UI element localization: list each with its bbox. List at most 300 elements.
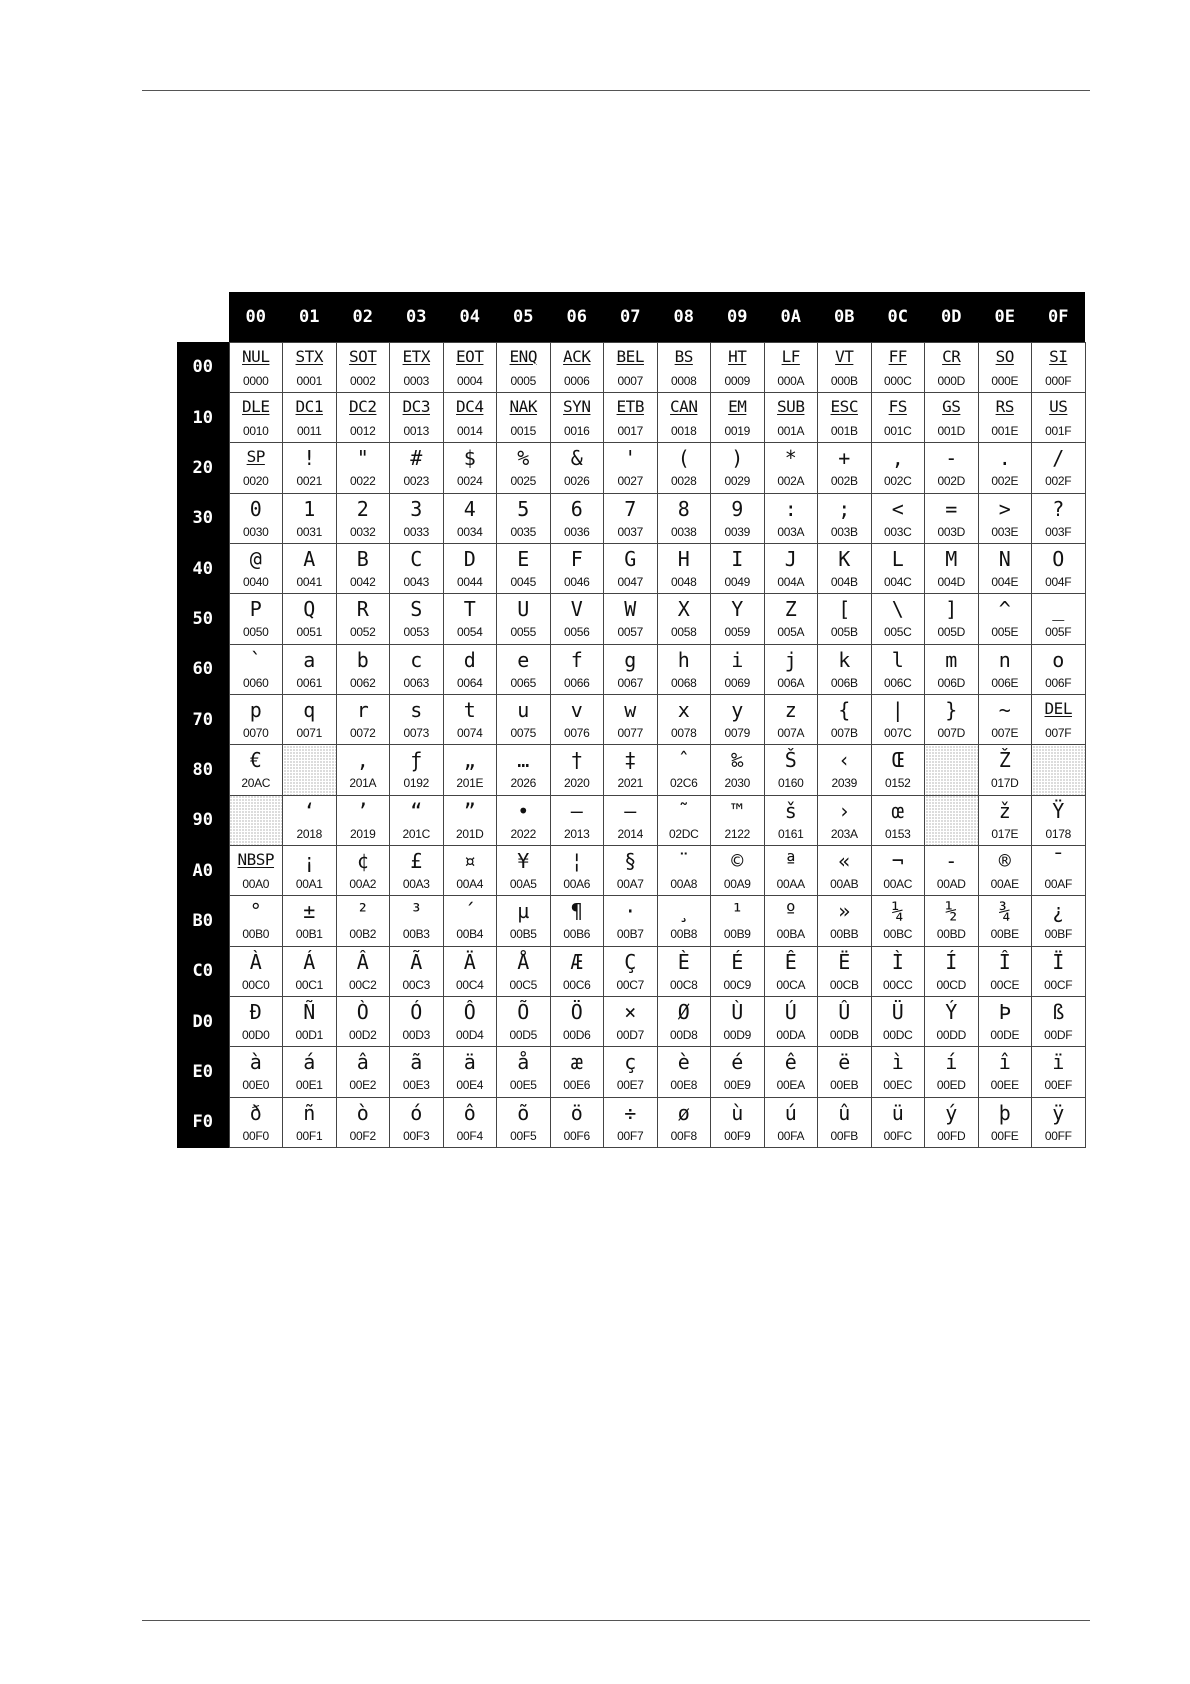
character-cell (925, 1097, 979, 1147)
character-cell (978, 1097, 1032, 1147)
unicode-code: 0005 (510, 373, 536, 388)
unicode-code: 00C5 (509, 977, 537, 992)
character-cell (818, 493, 872, 543)
character-glyph: ² (356, 899, 369, 924)
unicode-code: 0060 (243, 675, 269, 690)
character-cell (497, 1097, 551, 1147)
unicode-code: 0020 (243, 474, 269, 489)
character-cell (390, 644, 444, 694)
character-cell (978, 745, 1032, 795)
character-cell (336, 845, 390, 895)
character-cell (1032, 644, 1086, 694)
unicode-code: 0065 (510, 675, 536, 690)
character-glyph: Z (784, 597, 797, 622)
unicode-code: 2020 (564, 776, 590, 791)
character-glyph: L (891, 546, 904, 571)
character-cell (390, 1047, 444, 1097)
unicode-code: 201A (349, 776, 377, 791)
character-glyph: € (249, 748, 262, 773)
character-cell (1032, 896, 1086, 946)
unicode-code: 00DD (936, 1027, 966, 1042)
character-cell (925, 392, 979, 442)
character-cell (925, 443, 979, 493)
character-cell (711, 795, 765, 845)
character-glyph: O (1052, 546, 1065, 571)
control-code-name: NUL (242, 346, 270, 366)
character-cell (871, 1047, 925, 1097)
character-glyph: U (517, 597, 530, 622)
character-cell (283, 996, 337, 1046)
character-cell (1032, 845, 1086, 895)
character-cell (497, 896, 551, 946)
unicode-code: 0012 (350, 423, 376, 438)
unicode-code: 00E3 (402, 1078, 430, 1093)
character-glyph: t (463, 697, 476, 722)
character-glyph: g (624, 647, 637, 672)
character-cell (764, 694, 818, 744)
character-cell (336, 795, 390, 845)
unicode-code: 00C0 (242, 977, 270, 992)
unicode-code: 2013 (564, 826, 590, 841)
unicode-code: 00C1 (295, 977, 323, 992)
unicode-code: 00E5 (509, 1078, 537, 1093)
unicode-code: 0051 (296, 625, 322, 640)
character-cell (283, 694, 337, 744)
character-cell (604, 694, 658, 744)
character-glyph: 3 (410, 496, 423, 521)
unicode-code: 0016 (564, 423, 590, 438)
character-glyph: ¤ (463, 848, 476, 873)
character-cell (497, 392, 551, 442)
character-glyph: ¦ (570, 848, 583, 873)
character-glyph: ’ (356, 798, 369, 823)
control-code-name: LF (781, 346, 800, 366)
control-code-name: ESC (830, 396, 858, 416)
control-code-name: SOT (349, 346, 377, 366)
unicode-code: 0076 (564, 725, 590, 740)
character-glyph: à (249, 1050, 262, 1075)
table-row (177, 896, 1085, 946)
unicode-code: 00C4 (456, 977, 484, 992)
unicode-code: 017D (991, 776, 1019, 791)
character-cell (1032, 1097, 1086, 1147)
character-cell (604, 795, 658, 845)
unicode-code: 00D5 (509, 1027, 537, 1042)
table-row (177, 594, 1085, 644)
character-glyph: ½ (945, 899, 958, 924)
character-cell (1032, 543, 1086, 593)
character-glyph: } (945, 697, 958, 722)
character-glyph: K (838, 546, 851, 571)
character-cell (1032, 443, 1086, 493)
character-glyph: P (249, 597, 262, 622)
character-glyph: ˜ (677, 798, 690, 823)
character-cell (1032, 694, 1086, 744)
unicode-code: 00E8 (670, 1078, 698, 1093)
character-cell (978, 644, 1032, 694)
unicode-code: 00EF (1044, 1078, 1072, 1093)
row-header: D0 (177, 996, 229, 1046)
unicode-code: 00A7 (616, 876, 644, 891)
character-cell (229, 845, 283, 895)
character-glyph: ‘ (303, 798, 316, 823)
character-glyph: ÿ (1052, 1100, 1065, 1125)
character-cell (497, 493, 551, 543)
character-cell (443, 342, 497, 392)
control-code-name: DC3 (402, 396, 430, 416)
character-cell (818, 745, 872, 795)
control-code-name: HT (728, 346, 747, 366)
character-cell (711, 594, 765, 644)
row-header: 90 (177, 795, 229, 845)
unicode-code: 0009 (724, 373, 750, 388)
character-cell (336, 996, 390, 1046)
table-row (177, 845, 1085, 895)
unicode-code: 00F1 (296, 1128, 323, 1143)
unicode-code: 0035 (510, 524, 536, 539)
character-cell (978, 443, 1032, 493)
table-row (177, 493, 1085, 543)
character-cell (818, 694, 872, 744)
character-cell (764, 543, 818, 593)
unicode-code: 0006 (564, 373, 590, 388)
unicode-code: 00CA (776, 977, 806, 992)
unicode-code: 0045 (510, 574, 536, 589)
character-glyph: ¹ (731, 899, 744, 924)
table-row (177, 644, 1085, 694)
character-glyph: 7 (624, 496, 637, 521)
character-cell (925, 946, 979, 996)
character-cell (871, 694, 925, 744)
unicode-code: 004D (937, 574, 965, 589)
character-glyph: ƒ (410, 748, 423, 773)
character-glyph: í (945, 1050, 958, 1075)
character-glyph: ¯ (1052, 848, 1065, 873)
character-glyph: ß (1052, 999, 1065, 1024)
row-header: F0 (177, 1097, 229, 1147)
character-cell (925, 342, 979, 392)
control-code-name: FS (888, 396, 907, 416)
character-glyph: Ï (1052, 949, 1065, 974)
character-code-table (177, 292, 1086, 1148)
unicode-code: 00FF (1044, 1128, 1072, 1143)
unicode-code: 00E7 (616, 1078, 644, 1093)
unicode-code: 005C (884, 625, 912, 640)
character-glyph: 2 (356, 496, 369, 521)
unicode-code: 00E1 (295, 1078, 323, 1093)
unicode-code: 00B5 (509, 927, 537, 942)
character-cell (871, 342, 925, 392)
character-cell (336, 694, 390, 744)
unicode-code: 0061 (296, 675, 322, 690)
unicode-code: 006F (1045, 675, 1072, 690)
character-cell (604, 845, 658, 895)
character-cell (925, 594, 979, 644)
character-cell (978, 896, 1032, 946)
control-code-name: FF (888, 346, 907, 366)
unicode-code: 0067 (617, 675, 643, 690)
unicode-code: 0008 (671, 373, 697, 388)
character-cell (818, 795, 872, 845)
unicode-code: 2039 (831, 776, 857, 791)
character-cell (443, 594, 497, 644)
character-cell (550, 946, 604, 996)
unicode-code: 00D9 (723, 1027, 751, 1042)
character-cell (390, 342, 444, 392)
unicode-code: 0161 (778, 826, 804, 841)
unicode-code: 004F (1045, 574, 1072, 589)
character-cell (443, 896, 497, 946)
character-cell (657, 543, 711, 593)
character-glyph: ð (249, 1100, 262, 1125)
character-glyph: Õ (517, 999, 530, 1024)
character-glyph: = (945, 496, 958, 521)
character-glyph: ` (249, 647, 262, 672)
character-glyph: 5 (517, 496, 530, 521)
unicode-code: 000D (937, 373, 965, 388)
column-header: 0D (925, 292, 979, 342)
unicode-code: 0069 (724, 675, 750, 690)
character-glyph: Ó (410, 999, 423, 1024)
row-header: B0 (177, 896, 229, 946)
character-cell (657, 946, 711, 996)
character-glyph: p (249, 697, 262, 722)
unicode-code: 00EA (776, 1078, 805, 1093)
character-cell (764, 493, 818, 543)
character-cell (871, 896, 925, 946)
character-glyph: ® (998, 848, 1011, 873)
unicode-code: 00ED (936, 1078, 966, 1093)
character-glyph: Þ (998, 999, 1011, 1024)
character-cell (336, 946, 390, 996)
character-glyph: @ (249, 546, 262, 571)
unicode-code: 007E (991, 725, 1019, 740)
character-cell (283, 493, 337, 543)
character-glyph: ý (945, 1100, 958, 1125)
character-glyph: # (410, 446, 423, 471)
unicode-code: 00A1 (295, 876, 323, 891)
unicode-code: 00FC (883, 1128, 912, 1143)
unicode-code: 0023 (403, 474, 429, 489)
character-glyph: ¶ (570, 899, 583, 924)
character-cell (657, 594, 711, 644)
character-cell (925, 896, 979, 946)
character-cell (336, 493, 390, 543)
unicode-code: 00AA (776, 876, 805, 891)
character-glyph: ) (731, 446, 744, 471)
unicode-code: 0048 (671, 574, 697, 589)
character-cell (978, 946, 1032, 996)
character-cell (711, 543, 765, 593)
unicode-code: 0026 (564, 474, 590, 489)
character-cell (497, 543, 551, 593)
unicode-code: 000E (991, 373, 1019, 388)
character-cell (443, 543, 497, 593)
unicode-code: 005A (777, 625, 805, 640)
character-cell (443, 946, 497, 996)
unicode-code: 0054 (457, 625, 483, 640)
unicode-code: 0075 (510, 725, 536, 740)
unicode-code: 201E (456, 776, 484, 791)
character-cell (497, 745, 551, 795)
unicode-code: 002E (991, 474, 1019, 489)
character-cell (978, 795, 1032, 845)
character-glyph: â (356, 1050, 369, 1075)
character-cell (443, 795, 497, 845)
unicode-code: 00A3 (402, 876, 430, 891)
character-cell (550, 795, 604, 845)
character-cell (657, 694, 711, 744)
character-glyph: 6 (570, 496, 583, 521)
unicode-code: 0050 (243, 625, 269, 640)
character-cell (229, 694, 283, 744)
control-code-name: DEL (1044, 698, 1072, 718)
character-cell (550, 594, 604, 644)
character-glyph: b (356, 647, 369, 672)
table-row (177, 392, 1085, 442)
character-cell (818, 543, 872, 593)
unicode-code: 00D7 (616, 1027, 644, 1042)
unicode-code: 0000 (243, 373, 269, 388)
character-glyph: q (303, 697, 316, 722)
character-glyph: Å (517, 949, 530, 974)
unicode-code: 00DC (883, 1027, 913, 1042)
unicode-code: 0004 (457, 373, 483, 388)
character-cell (550, 1097, 604, 1147)
character-glyph: ó (410, 1100, 423, 1125)
character-glyph: $ (463, 446, 476, 471)
unicode-code: 00F4 (456, 1128, 483, 1143)
character-cell (657, 342, 711, 392)
unicode-code: 0064 (457, 675, 483, 690)
character-glyph: S (410, 597, 423, 622)
row-header: 50 (177, 594, 229, 644)
character-cell (336, 644, 390, 694)
unicode-code: 00C6 (563, 977, 591, 992)
unicode-code: 007F (1045, 725, 1072, 740)
character-cell (497, 1047, 551, 1097)
character-glyph: Š (784, 748, 797, 773)
character-glyph: ž (998, 798, 1011, 823)
unicode-code: 005E (991, 625, 1019, 640)
unicode-code: 00FD (937, 1128, 966, 1143)
unicode-code: 0078 (671, 725, 697, 740)
character-glyph: T (463, 597, 476, 622)
unicode-code: 0022 (350, 474, 376, 489)
character-cell (711, 896, 765, 946)
undefined-code-cell (1032, 745, 1086, 795)
character-glyph: > (998, 496, 1011, 521)
character-cell (818, 946, 872, 996)
character-cell (871, 996, 925, 1046)
character-cell (978, 342, 1032, 392)
character-cell (604, 745, 658, 795)
character-cell (497, 694, 551, 744)
character-glyph: » (838, 899, 851, 924)
unicode-code: 000C (884, 373, 912, 388)
unicode-code: 006C (884, 675, 912, 690)
character-glyph: % (517, 446, 530, 471)
unicode-code: 00C9 (723, 977, 751, 992)
character-glyph: ¬ (891, 848, 904, 873)
character-glyph: ‹ (838, 748, 851, 773)
character-cell (336, 896, 390, 946)
character-cell (925, 694, 979, 744)
control-code-name: STX (295, 346, 323, 366)
character-glyph: y (731, 697, 744, 722)
unicode-code: 00EB (830, 1078, 859, 1093)
unicode-code: 0015 (510, 423, 536, 438)
table-row (177, 443, 1085, 493)
character-glyph: & (570, 446, 583, 471)
table-row (177, 996, 1085, 1046)
unicode-code: 006D (937, 675, 965, 690)
unicode-code: 0014 (457, 423, 483, 438)
character-cell (283, 443, 337, 493)
control-code-name: SUB (777, 396, 805, 416)
unicode-code: 00AB (830, 876, 859, 891)
character-cell (604, 946, 658, 996)
character-cell (764, 594, 818, 644)
character-glyph: ' (624, 446, 637, 471)
unicode-code: 00C8 (670, 977, 698, 992)
character-cell (657, 1047, 711, 1097)
character-cell (550, 845, 604, 895)
unicode-code: 0039 (724, 524, 750, 539)
unicode-code: 00E6 (563, 1078, 591, 1093)
control-code-name: CAN (670, 396, 698, 416)
character-cell (390, 543, 444, 593)
unicode-code: 203A (830, 826, 858, 841)
character-cell (390, 745, 444, 795)
character-cell (871, 493, 925, 543)
character-cell (764, 996, 818, 1046)
character-glyph: ³ (410, 899, 423, 924)
unicode-code: 006E (991, 675, 1019, 690)
unicode-code: 0036 (564, 524, 590, 539)
character-cell (978, 1047, 1032, 1097)
character-cell (283, 594, 337, 644)
character-glyph: û (838, 1100, 851, 1125)
character-cell (283, 1047, 337, 1097)
control-code-name: SO (995, 346, 1014, 366)
character-glyph: ¸ (677, 899, 690, 924)
character-glyph: › (838, 798, 851, 823)
character-cell (871, 845, 925, 895)
unicode-code: 0044 (457, 574, 483, 589)
row-header: 70 (177, 694, 229, 744)
character-glyph: f (570, 647, 583, 672)
character-cell (497, 594, 551, 644)
character-glyph: ° (249, 899, 262, 924)
character-cell (443, 996, 497, 1046)
unicode-code: 0160 (778, 776, 804, 791)
character-glyph: ^ (998, 597, 1011, 622)
character-glyph: þ (998, 1100, 1011, 1125)
character-glyph: ( (677, 446, 690, 471)
character-glyph: © (731, 848, 744, 873)
unicode-code: 0052 (350, 625, 376, 640)
character-glyph: … (517, 748, 530, 773)
unicode-code: 0073 (403, 725, 429, 740)
row-header: 30 (177, 493, 229, 543)
character-cell (336, 745, 390, 795)
character-glyph: ; (838, 496, 851, 521)
character-cell (283, 543, 337, 593)
character-glyph: * (784, 446, 797, 471)
character-cell (497, 795, 551, 845)
character-cell (657, 1097, 711, 1147)
